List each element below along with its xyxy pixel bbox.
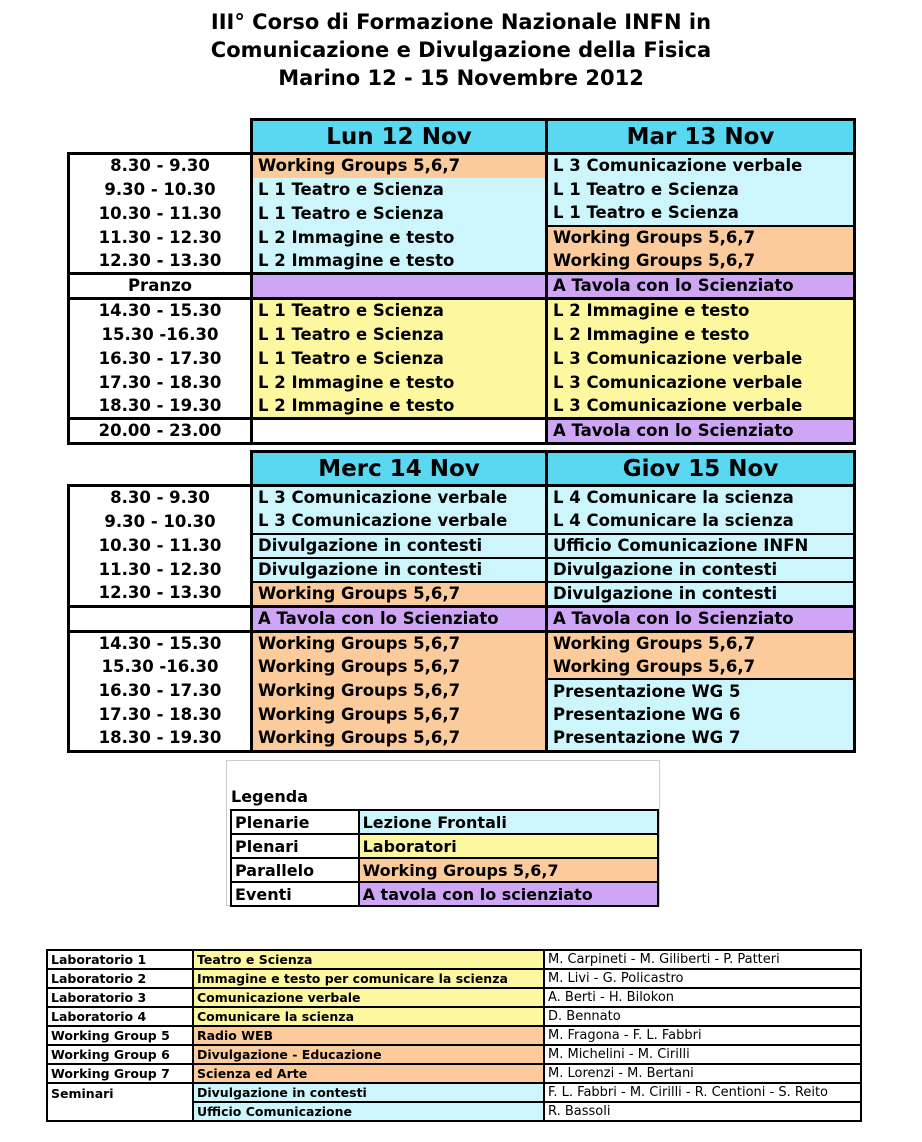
table-row xyxy=(69,226,855,250)
table-row xyxy=(69,703,855,727)
lab-people: M. Carpineti - M. Giliberti - P. Patteri xyxy=(544,950,861,969)
session-cell: L 4 Comunicare la scienza xyxy=(547,486,855,510)
session-cell: L 4 Comunicare la scienza xyxy=(547,510,855,534)
lab-topic: Ufficio Comunicazione xyxy=(193,1102,544,1121)
time-slot: 11.30 - 12.30 xyxy=(69,558,252,582)
time-slot xyxy=(69,606,252,631)
session-cell: L 2 Immagine e testo xyxy=(252,371,547,395)
table-row xyxy=(47,950,861,969)
session-cell xyxy=(252,274,547,299)
time-slot: 14.30 - 15.30 xyxy=(69,631,252,655)
legend-row xyxy=(231,858,658,882)
session-cell: Working Groups 5,6,7 xyxy=(252,727,547,751)
lab-topic: Radio WEB xyxy=(193,1026,544,1045)
session-cell: Presentazione WG 7 xyxy=(547,727,855,751)
table-row xyxy=(69,250,855,274)
session-cell: L 3 Comunicazione verbale xyxy=(547,371,855,395)
legend-type: Plenarie xyxy=(231,810,359,834)
session-cell: L 1 Teatro e Scienza xyxy=(252,299,547,323)
session-cell: A Tavola con lo Scienziato xyxy=(547,419,855,444)
time-slot: 17.30 - 18.30 xyxy=(69,703,252,727)
title-line-3: Marino 12 - 15 Novembre 2012 xyxy=(278,66,644,90)
session-cell: A Tavola con lo Scienziato xyxy=(547,606,855,631)
legend-row xyxy=(231,810,658,834)
legend xyxy=(226,760,660,906)
session-cell: Divulgazione in contesti xyxy=(547,558,855,582)
legend-label: Working Groups 5,6,7 xyxy=(359,858,658,882)
legend-label: Laboratori xyxy=(359,834,658,858)
session-cell: L 3 Comunicazione verbale xyxy=(547,395,855,419)
schedule-week1 xyxy=(67,118,856,445)
time-slot: 17.30 - 18.30 xyxy=(69,371,252,395)
session-cell: L 1 Teatro e Scienza xyxy=(547,178,855,202)
session-cell: Working Groups 5,6,7 xyxy=(547,250,855,274)
legend-type: Parallelo xyxy=(231,858,359,882)
time-slot: 9.30 - 10.30 xyxy=(69,178,252,202)
table-row xyxy=(69,534,855,558)
session-cell: Working Groups 5,6,7 xyxy=(252,655,547,679)
lab-name: Working Group 7 xyxy=(47,1064,193,1083)
time-slot: 10.30 - 11.30 xyxy=(69,202,252,226)
table-row xyxy=(69,178,855,202)
session-cell: L 2 Immagine e testo xyxy=(252,226,547,250)
table-row xyxy=(69,202,855,226)
table-row xyxy=(47,1045,861,1064)
lab-topic: Immagine e testo per comunicare la scienza xyxy=(193,969,544,988)
time-slot: 9.30 - 10.30 xyxy=(69,510,252,534)
session-cell: Presentazione WG 6 xyxy=(547,703,855,727)
session-cell: L 2 Immagine e testo xyxy=(547,299,855,323)
labs-table xyxy=(46,949,862,1122)
session-cell: Working Groups 5,6,7 xyxy=(547,226,855,250)
lab-topic: Divulgazione - Educazione xyxy=(193,1045,544,1064)
lab-name: Working Group 6 xyxy=(47,1045,193,1064)
time-slot: 15.30 -16.30 xyxy=(69,655,252,679)
table-row xyxy=(69,679,855,703)
lab-people: M. Fragona - F. L. Fabbri xyxy=(544,1026,861,1045)
time-slot: 16.30 - 17.30 xyxy=(69,679,252,703)
table-row xyxy=(47,1007,861,1026)
session-cell: A Tavola con lo Scienziato xyxy=(547,274,855,299)
table-row xyxy=(69,347,855,371)
table-row xyxy=(69,631,855,655)
time-slot: 15.30 -16.30 xyxy=(69,323,252,347)
table-row xyxy=(47,988,861,1007)
table-row xyxy=(69,727,855,751)
legend-label: A tavola con lo scienziato xyxy=(359,882,658,906)
table-row xyxy=(69,299,855,323)
legend-label: Lezione Frontali xyxy=(359,810,658,834)
lab-name: Laboratorio 2 xyxy=(47,969,193,988)
legend-row xyxy=(231,882,658,906)
table-row xyxy=(69,395,855,419)
title-line-1: III° Corso di Formazione Nazionale INFN in xyxy=(210,10,712,34)
lab-name: Laboratorio 1 xyxy=(47,950,193,969)
table-row xyxy=(47,969,861,988)
document-title xyxy=(0,8,922,92)
table-row xyxy=(69,154,855,178)
session-cell: Working Groups 5,6,7 xyxy=(252,679,547,703)
lab-topic: Comunicare la scienza xyxy=(193,1007,544,1026)
legend-type: Plenari xyxy=(231,834,359,858)
session-cell: Ufficio Comunicazione INFN xyxy=(547,534,855,558)
time-slot: 11.30 - 12.30 xyxy=(69,226,252,250)
session-cell xyxy=(252,419,547,444)
session-cell: Working Groups 5,6,7 xyxy=(547,655,855,679)
session-cell: L 1 Teatro e Scienza xyxy=(252,323,547,347)
time-slot: 8.30 - 9.30 xyxy=(69,486,252,510)
time-slot: 8.30 - 9.30 xyxy=(69,154,252,178)
time-slot: 12.30 - 13.30 xyxy=(69,582,252,607)
table-row xyxy=(69,655,855,679)
session-cell: Working Groups 5,6,7 xyxy=(547,631,855,655)
day-header-mar: Mar 13 Nov xyxy=(547,120,855,154)
session-cell: L 1 Teatro e Scienza xyxy=(252,347,547,371)
time-slot: 12.30 - 13.30 xyxy=(69,250,252,274)
lab-name: Seminari xyxy=(47,1083,193,1102)
lab-people: A. Berti - H. Bilokon xyxy=(544,988,861,1007)
time-slot: 20.00 - 23.00 xyxy=(69,419,252,444)
lab-topic: Scienza ed Arte xyxy=(193,1064,544,1083)
day-header-merc: Merc 14 Nov xyxy=(252,452,547,486)
table-row xyxy=(69,274,855,299)
session-cell: Divulgazione in contesti xyxy=(252,558,547,582)
session-cell: Working Groups 5,6,7 xyxy=(252,703,547,727)
time-slot: 16.30 - 17.30 xyxy=(69,347,252,371)
time-slot: 14.30 - 15.30 xyxy=(69,299,252,323)
session-cell: Working Groups 5,6,7 xyxy=(252,631,547,655)
lab-topic: Teatro e Scienza xyxy=(193,950,544,969)
session-cell: L 3 Comunicazione verbale xyxy=(252,510,547,534)
lab-name: Laboratorio 3 xyxy=(47,988,193,1007)
table-row xyxy=(69,486,855,510)
table-row xyxy=(69,323,855,347)
session-cell: A Tavola con lo Scienziato xyxy=(252,606,547,631)
lab-name: Working Group 5 xyxy=(47,1026,193,1045)
lab-topic: Comunicazione verbale xyxy=(193,988,544,1007)
lab-name: Laboratorio 4 xyxy=(47,1007,193,1026)
time-slot: 18.30 - 19.30 xyxy=(69,395,252,419)
day-header-lun: Lun 12 Nov xyxy=(252,120,547,154)
day-header-giov: Giov 15 Nov xyxy=(547,452,855,486)
session-cell: Working Groups 5,6,7 xyxy=(252,582,547,607)
session-cell: L 2 Immagine e testo xyxy=(252,395,547,419)
table-row xyxy=(47,1064,861,1083)
session-cell: L 2 Immagine e testo xyxy=(252,250,547,274)
table-row xyxy=(69,558,855,582)
table-row xyxy=(69,582,855,607)
legend-row xyxy=(231,834,658,858)
session-cell: L 3 Comunicazione verbale xyxy=(252,486,547,510)
table-row xyxy=(69,606,855,631)
legend-type: Eventi xyxy=(231,882,359,906)
schedule-week2 xyxy=(67,450,856,753)
lab-people: M. Livi - G. Policastro xyxy=(544,969,861,988)
session-cell: L 1 Teatro e Scienza xyxy=(252,178,547,202)
session-cell: L 3 Comunicazione verbale xyxy=(547,154,855,178)
table-row xyxy=(47,1102,861,1121)
session-cell: L 2 Immagine e testo xyxy=(547,323,855,347)
lab-name xyxy=(47,1102,193,1121)
table-row xyxy=(69,419,855,444)
lab-people: R. Bassoli xyxy=(544,1102,861,1121)
session-cell: L 3 Comunicazione verbale xyxy=(547,347,855,371)
lab-people: D. Bennato xyxy=(544,1007,861,1026)
session-cell: Divulgazione in contesti xyxy=(252,534,547,558)
session-cell: L 1 Teatro e Scienza xyxy=(547,202,855,226)
lab-people: M. Lorenzi - M. Bertani xyxy=(544,1064,861,1083)
session-cell: Divulgazione in contesti xyxy=(547,582,855,607)
title-line-2: Comunicazione e Divulgazione della Fisica xyxy=(210,38,712,62)
table-row xyxy=(69,371,855,395)
session-cell: Working Groups 5,6,7 xyxy=(252,154,547,178)
lab-people: M. Michelini - M. Cirilli xyxy=(544,1045,861,1064)
time-slot: 18.30 - 19.30 xyxy=(69,727,252,751)
legend-table xyxy=(230,809,659,907)
session-cell: Presentazione WG 5 xyxy=(547,679,855,703)
time-slot: 10.30 - 11.30 xyxy=(69,534,252,558)
table-row xyxy=(69,510,855,534)
time-slot: Pranzo xyxy=(69,274,252,299)
lab-people: F. L. Fabbri - M. Cirilli - R. Centioni - S. Reito xyxy=(544,1083,861,1102)
legend-title: Legenda xyxy=(231,787,308,806)
session-cell: L 1 Teatro e Scienza xyxy=(252,202,547,226)
table-row xyxy=(47,1083,861,1102)
table-row xyxy=(47,1026,861,1045)
lab-topic: Divulgazione in contesti xyxy=(193,1083,544,1102)
